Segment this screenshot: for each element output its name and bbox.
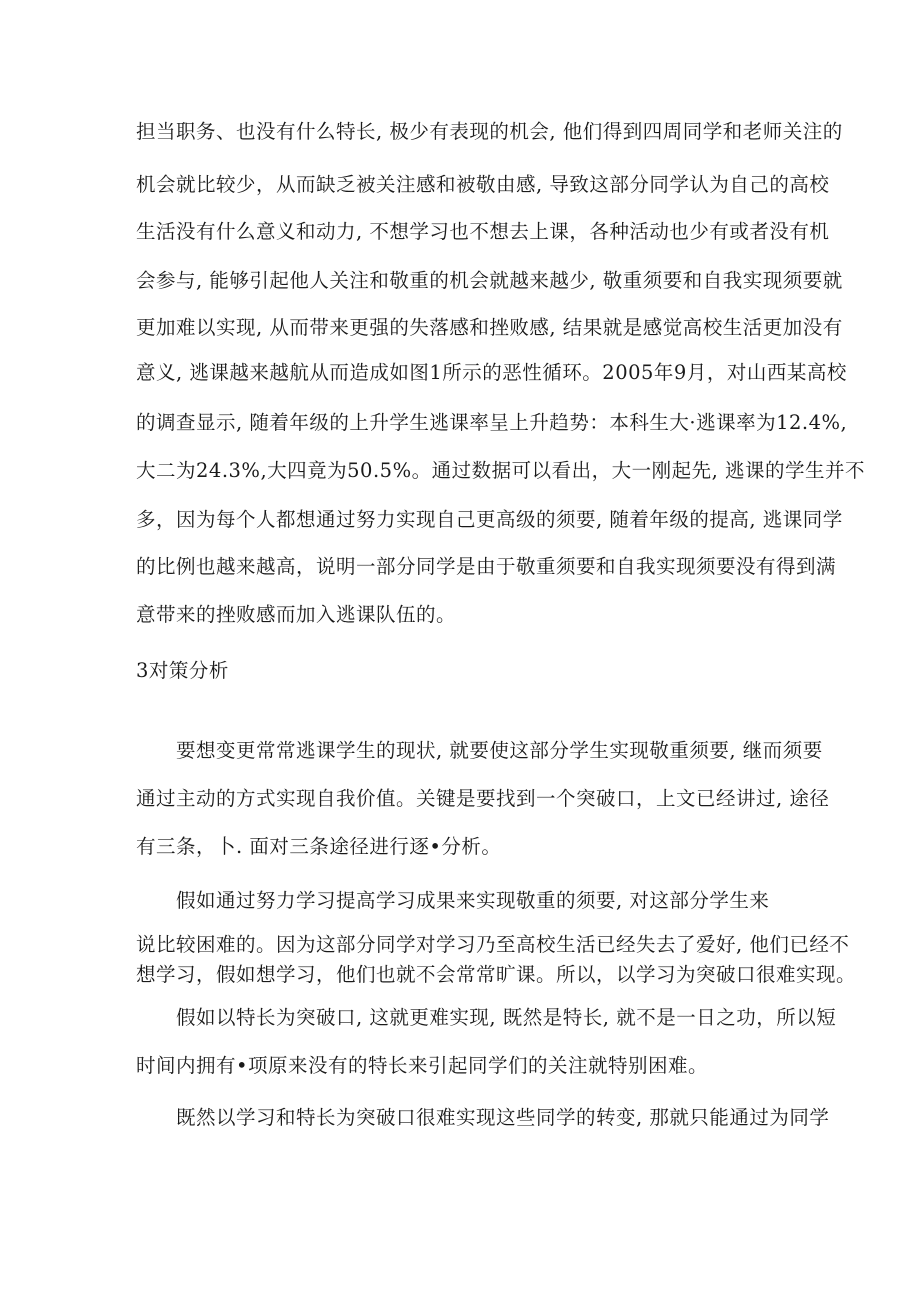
text-line: 时间内拥有•项原来没有的特长来引起同学们的关注就特别困难。 (136, 1054, 709, 1077)
text-line: 担当职务、也没有什么特长, 极少有表现的机会, 他们得到四周同学和老师关注的 (136, 120, 843, 143)
text-line: 通过主动的方式实现自我价值。关键是要找到一个突破口，上文已经讲过, 途径 (136, 787, 830, 810)
text-line: 假如通过努力学习提高学习成果来实现敬重的须要, 对这部分学生来 (176, 889, 770, 912)
text-line: 想学习，假如想学习，他们也就不会常常旷课。所以，以学习为突破口很难实现。 (136, 963, 857, 986)
text-line: 机会就比较少，从而缺乏被关注感和被敬由感, 导致这部分同学认为自己的高校 (136, 173, 830, 196)
text-line: 假如以特长为突破口, 这就更难实现, 既然是特长, 就不是一日之功，所以短 (176, 1006, 837, 1029)
text-line: 意义, 逃课越来越航从而造成如图1所示的恶性循环。2005年9月，对山西某高校 (136, 361, 847, 384)
text-line: 的比例也越来越高，说明一部分同学是由于敬重须要和自我实现须要没有得到满 (136, 555, 837, 578)
text-line: 大二为24.3%,大四竟为50.5%。通过数据可以看出，大一刚起先, 逃课的学生并不 (136, 459, 865, 482)
text-line: 有三条，卜. 面对三条途径进行逐•分析。 (136, 835, 502, 858)
text-line: 的调查显示, 随着年级的上升学生逃课率呈上升趋势：本科生大·逃课率为12.4%, (136, 411, 848, 434)
text-line: 会参与, 能够引起他人关注和敬重的机会就越来越少, 敬重须要和自我实现须要就 (136, 269, 843, 292)
text-line: 既然以学习和特长为突破口很难实现这些同学的转变, 那就只能通过为同学 (176, 1106, 830, 1129)
section-heading: 3对策分析 (136, 659, 229, 682)
text-line: 多，因为每个人都想通过努力实现自己更高级的须要, 随着年级的提高, 逃课同学 (136, 508, 843, 531)
text-line: 要想变更常常逃课学生的现状, 就要使这部分学生实现敬重须要, 继而须要 (176, 739, 823, 762)
text-line: 更加难以实现, 从而带来更强的失落感和挫败感, 结果就是感觉高校生活更加没有 (136, 316, 843, 339)
text-line: 说比较困难的。因为这部分同学对学习乃至高校生活已经失去了爱好, 他们已经不 (136, 933, 850, 956)
text-line: 生活没有什么意义和动力, 不想学习也不想去上课，各种活动也少有或者没有机 (136, 220, 830, 243)
text-line: 意带来的挫败感而加入逃课队伍的。 (136, 603, 457, 626)
